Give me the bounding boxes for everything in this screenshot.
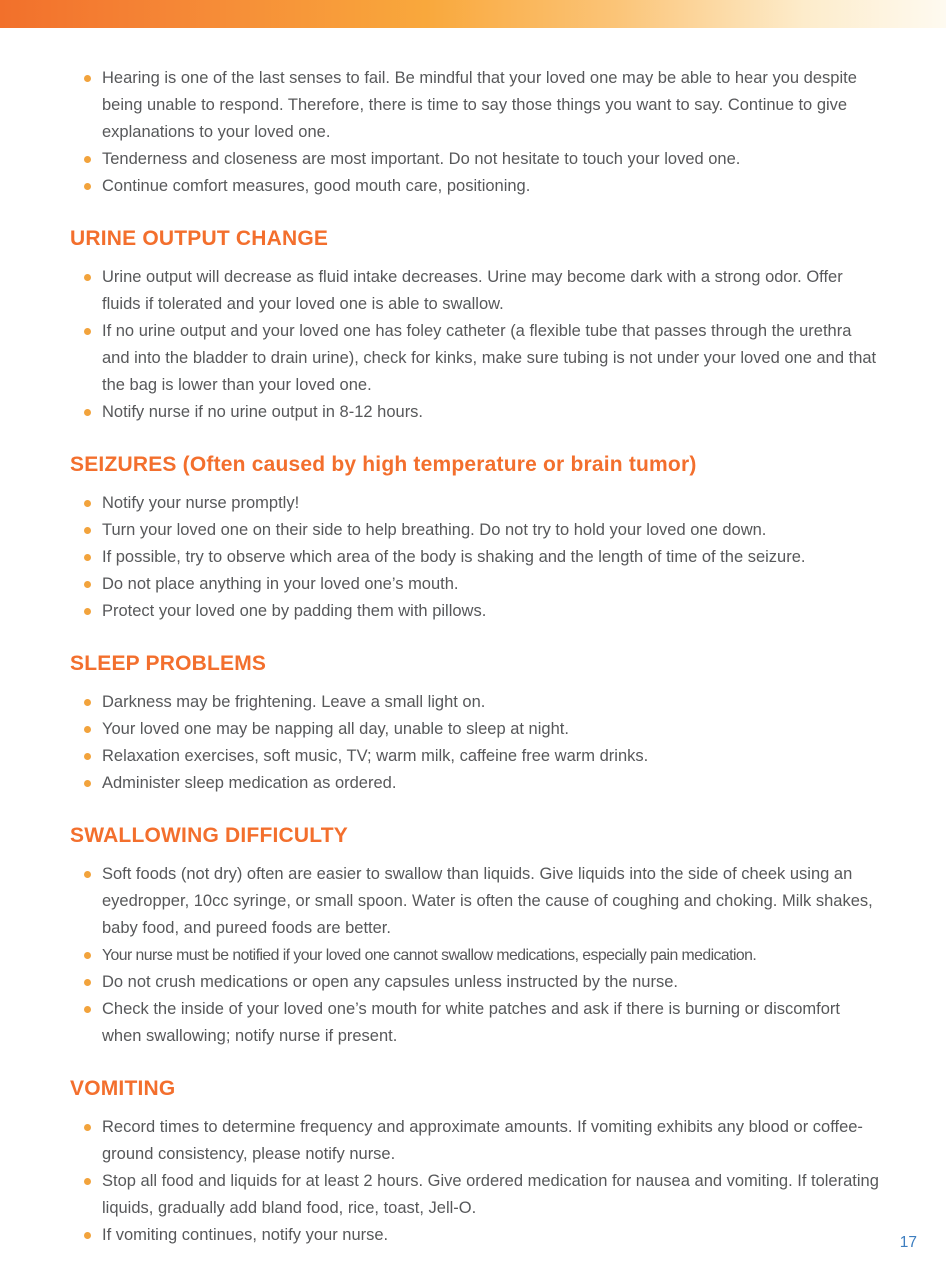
list-item-text: Administer sleep medication as ordered. bbox=[102, 774, 397, 792]
bullet-list bbox=[70, 264, 882, 426]
list-item bbox=[70, 146, 882, 173]
bullet-icon bbox=[84, 1232, 91, 1239]
list-item bbox=[70, 689, 882, 716]
bullet-icon bbox=[84, 871, 91, 878]
list-item-text: Darkness may be frightening. Leave a small light on. bbox=[102, 693, 486, 711]
list-item-text: Tenderness and closeness are most important. Do not hesitate to touch your loved one. bbox=[102, 150, 741, 168]
list-item bbox=[70, 1222, 882, 1249]
list-item bbox=[70, 861, 882, 942]
list-item-text: Your nurse must be notified if your loved one cannot swallow medications, especially pain medication. bbox=[102, 947, 757, 964]
bullet-icon bbox=[84, 527, 91, 534]
list-item-text: Notify your nurse promptly! bbox=[102, 494, 300, 512]
section-vomiting bbox=[70, 1076, 882, 1249]
list-item bbox=[70, 571, 882, 598]
bullet-icon bbox=[84, 780, 91, 787]
list-item-text: Continue comfort measures, good mouth care, positioning. bbox=[102, 177, 531, 195]
section-heading: SEIZURES (Often caused by high temperature or brain tumor) bbox=[70, 453, 697, 476]
list-item bbox=[70, 264, 882, 318]
list-item bbox=[70, 1168, 882, 1222]
list-item-text: Hearing is one of the last senses to fail. Be mindful that your loved one may be able to hear you despite being unable to respond. Therefore, there is time to say those things you want to say. Continue to give explanations to your loved one. bbox=[102, 69, 857, 141]
bullet-icon bbox=[84, 753, 91, 760]
bullet-icon bbox=[84, 274, 91, 281]
bullet-list bbox=[70, 490, 882, 625]
bullet-icon bbox=[84, 699, 91, 706]
list-item bbox=[70, 65, 882, 146]
bullet-icon bbox=[84, 75, 91, 82]
list-item-text: Urine output will decrease as fluid intake decreases. Urine may become dark with a strong odor. Offer fluids if tolerated and your loved one is able to swallow. bbox=[102, 268, 843, 313]
list-item-text: Soft foods (not dry) often are easier to swallow than liquids. Give liquids into the side of cheek using an eyedropper, 10cc syringe, or small spoon. Water is often the cause of coughing and choking. Milk shakes, baby food, and pureed foods are better. bbox=[102, 865, 873, 937]
list-item-text: Protect your loved one by padding them with pillows. bbox=[102, 602, 487, 620]
list-item-text: If vomiting continues, notify your nurse. bbox=[102, 1226, 389, 1244]
section-continuation bbox=[70, 65, 882, 200]
bullet-icon bbox=[84, 183, 91, 190]
list-item bbox=[70, 743, 882, 770]
list-item-text: Relaxation exercises, soft music, TV; warm milk, caffeine free warm drinks. bbox=[102, 747, 649, 765]
list-item-text: If possible, try to observe which area of the body is shaking and the length of time of the seizure. bbox=[102, 548, 806, 566]
list-item bbox=[70, 1114, 882, 1168]
page-header-bar bbox=[0, 0, 946, 28]
list-item-text: Stop all food and liquids for at least 2 hours. Give ordered medication for nausea and vomiting. If tolerating liquids, gradually add bland food, rice, toast, Jell-O. bbox=[102, 1172, 879, 1217]
list-item bbox=[70, 716, 882, 743]
list-item bbox=[70, 517, 882, 544]
section-swallowing-difficulty bbox=[70, 823, 882, 1050]
list-item-text: Check the inside of your loved one’s mouth for white patches and ask if there is burning or discomfort when swallowing; notify nurse if present. bbox=[102, 1000, 841, 1045]
bullet-icon bbox=[84, 581, 91, 588]
page-number: 17 bbox=[899, 1234, 917, 1251]
section-urine-output-change bbox=[70, 226, 882, 426]
section-heading: SLEEP PROBLEMS bbox=[70, 652, 267, 675]
bullet-icon bbox=[84, 979, 91, 986]
list-item-text: Do not crush medications or open any capsules unless instructed by the nurse. bbox=[102, 973, 678, 991]
list-item bbox=[70, 399, 882, 426]
bullet-icon bbox=[84, 554, 91, 561]
bullet-icon bbox=[84, 952, 91, 959]
bullet-list bbox=[70, 689, 882, 797]
bullet-icon bbox=[84, 1006, 91, 1013]
page-content bbox=[70, 28, 882, 1249]
bullet-icon bbox=[84, 409, 91, 416]
list-item-text: If no urine output and your loved one has foley catheter (a flexible tube that passes through the urethra and into the bladder to drain urine), check for kinks, make sure tubing is not under your loved one and that the bag is lower than your loved one. bbox=[102, 322, 877, 394]
list-item-text: Your loved one may be napping all day, unable to sleep at night. bbox=[102, 720, 569, 738]
section-heading: URINE OUTPUT CHANGE bbox=[70, 227, 329, 250]
list-item bbox=[70, 598, 882, 625]
bullet-icon bbox=[84, 500, 91, 507]
list-item bbox=[70, 942, 882, 969]
bullet-list bbox=[70, 1114, 882, 1249]
bullet-icon bbox=[84, 328, 91, 335]
list-item-text: Notify nurse if no urine output in 8-12 hours. bbox=[102, 403, 424, 421]
list-item bbox=[70, 996, 882, 1050]
list-item-text: Do not place anything in your loved one’s mouth. bbox=[102, 575, 459, 593]
bullet-icon bbox=[84, 1178, 91, 1185]
bullet-list bbox=[70, 65, 882, 200]
list-item bbox=[70, 969, 882, 996]
bullet-list bbox=[70, 861, 882, 1050]
section-heading: VOMITING bbox=[70, 1077, 176, 1100]
bullet-icon bbox=[84, 608, 91, 615]
list-item bbox=[70, 544, 882, 571]
list-item bbox=[70, 173, 882, 200]
section-seizures bbox=[70, 452, 882, 625]
list-item-text: Record times to determine frequency and approximate amounts. If vomiting exhibits any blood or coffee-ground consistency, please notify nurse. bbox=[102, 1118, 863, 1163]
section-sleep-problems bbox=[70, 651, 882, 797]
list-item-text: Turn your loved one on their side to help breathing. Do not try to hold your loved one down. bbox=[102, 521, 767, 539]
bullet-icon bbox=[84, 156, 91, 163]
list-item bbox=[70, 318, 882, 399]
section-heading: SWALLOWING DIFFICULTY bbox=[70, 824, 348, 847]
bullet-icon bbox=[84, 1124, 91, 1131]
list-item bbox=[70, 770, 882, 797]
bullet-icon bbox=[84, 726, 91, 733]
list-item bbox=[70, 490, 882, 517]
